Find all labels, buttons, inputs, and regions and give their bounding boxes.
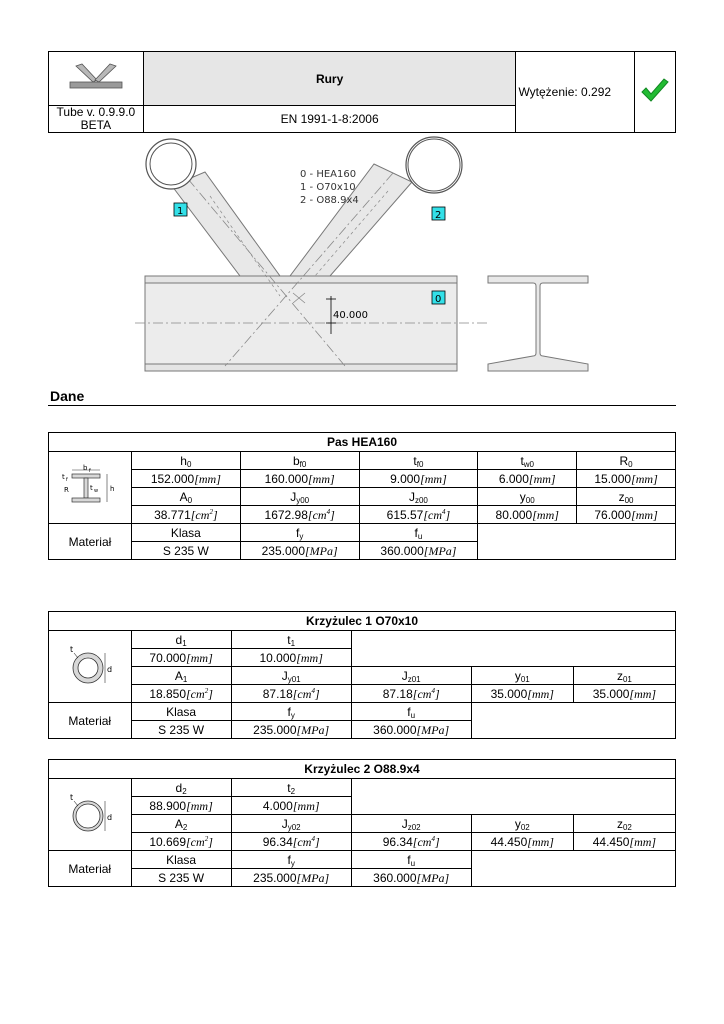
brace2-icon-cell <box>49 779 132 851</box>
brace-2 <box>290 164 412 276</box>
chord-table: Pas HEA160 b f t f R t w h $h_0$ $b_{f0}$ $t_{f0}$ $t_{w0}$ $R_0$ 152.000[mm] 160.000[mm] 9.000[mm] 6.000[mm] 15.000[mm] $A_0$ $J_{y00}$ $J_{z00}$ $y_{00}$ $z_{00}$ $38.771[cm^2]$ $1672.98[cm^4]$ $615.57[cm^4]$ 80.000[mm] 76.000[mm] Materiał Klasa $f_y$ $f_u$ S 235 W 235.000[MPa] 360.000[MPa] <box>48 432 676 560</box>
app-logo-cell <box>49 52 144 106</box>
member-label-0: 0 <box>435 294 442 305</box>
brace2-material-label: Materiał <box>49 851 132 887</box>
standard-label: EN 1991-1-8:2006 <box>143 106 516 133</box>
svg-text:f: f <box>65 477 68 483</box>
chord-row2-values: $38.771[cm^2]$ $1672.98[cm^4]$ $615.57[cm^4]$ 80.000[mm] 76.000[mm] <box>49 506 676 524</box>
svg-text:d: d <box>106 665 112 674</box>
joint-drawing <box>130 136 600 380</box>
chord-web <box>145 283 457 367</box>
brace1-material-label: Materiał <box>49 703 132 739</box>
legend-0: 0 - HEA160 <box>300 169 357 180</box>
brace1-table: Krzyżulec 1 O70x10 t d $d_1$ $t_1$ 70.000[mm] 10.000[mm] $A_1$ $J_{y01}$ $J_{z01}$ $y_{01}$ $z_{01}$ $18.850[cm^2]$ $87.18[cm^4]$ $87.18[cm^4]$ 35.000[mm] 35.000[mm] Materiał Klasa $f_y$ $f_u$ S 235 W 235.000[MPa] 360.000[MPa] <box>48 611 676 739</box>
chord-material-values: S 235 W 235.000[MPa] 360.000[MPa] <box>49 542 676 560</box>
section-divider <box>48 405 676 406</box>
header-table <box>48 51 676 133</box>
svg-text:f: f <box>88 468 91 474</box>
svg-text:t: t <box>89 484 93 492</box>
chord-title: Pas HEA160 <box>49 433 676 452</box>
svg-text:b: b <box>82 464 88 472</box>
svg-text:t: t <box>69 645 73 654</box>
brace1-row1-values: 70.000[mm] 10.000[mm] <box>49 649 676 667</box>
brace2-title: Krzyżulec 2 O88.9x4 <box>49 760 676 779</box>
brace1-icon-cell <box>49 631 132 703</box>
svg-text:d: d <box>106 813 112 822</box>
program-version: Tube v. 0.9.9.0 BETA <box>49 106 144 133</box>
tube-section-icon <box>60 632 120 698</box>
chord-row1-values: 152.000[mm] 160.000[mm] 9.000[mm] 6.000[mm] 15.000[mm] <box>49 470 676 488</box>
tube-joint-icon <box>66 60 126 94</box>
legend-2: 2 - O88.9x4 <box>300 195 359 206</box>
i-section-view <box>488 276 588 371</box>
check-icon <box>640 78 670 104</box>
tube-1-section <box>146 139 196 189</box>
member-label-1: 1 <box>177 206 184 217</box>
chord-bottom-flange <box>145 364 457 371</box>
dimension-label: 40.000 <box>333 310 368 321</box>
tube-2-section <box>406 137 462 193</box>
status-cell <box>635 52 676 133</box>
i-beam-icon <box>55 464 125 508</box>
svg-text:w: w <box>93 488 99 494</box>
svg-text:t: t <box>69 793 73 802</box>
legend-1: 1 - O70x10 <box>300 182 356 193</box>
brace2-row1-values: 88.900[mm] 4.000[mm] <box>49 797 676 815</box>
chord-material-label: Materiał <box>49 524 132 560</box>
section-title: Dane <box>50 388 85 404</box>
report-title: Rury <box>143 52 516 106</box>
utilization-value: Wytężenie: 0.292 <box>516 52 635 133</box>
svg-text:t: t <box>61 473 65 481</box>
member-label-2: 2 <box>435 210 442 221</box>
chord-top-flange <box>145 276 457 283</box>
tube-section-icon <box>60 780 120 846</box>
svg-text:h: h <box>109 485 115 493</box>
brace2-row2-values: $10.669[cm^2]$ $96.34[cm^4]$ $96.34[cm^4]$ 44.450[mm] 44.450[mm] <box>49 833 676 851</box>
brace1-material-values: S 235 W 235.000[MPa] 360.000[MPa] <box>49 721 676 739</box>
svg-text:R: R <box>63 486 69 494</box>
brace2-material-values: S 235 W 235.000[MPa] 360.000[MPa] <box>49 869 676 887</box>
brace1-row2-values: $18.850[cm^2]$ $87.18[cm^4]$ $87.18[cm^4]$ 35.000[mm] 35.000[mm] <box>49 685 676 703</box>
chord-icon-cell <box>49 452 132 524</box>
brace1-title: Krzyżulec 1 O70x10 <box>49 612 676 631</box>
brace2-table: Krzyżulec 2 O88.9x4 t d $d_2$ $t_2$ 88.900[mm] 4.000[mm] $A_2$ $J_{y02}$ $J_{z02}$ $y_{02}$ $z_{02}$ $10.669[cm^2]$ $96.34[cm^4]$ $96.34[cm^4]$ 44.450[mm] 44.450[mm] Materiał Klasa $f_y$ $f_u$ S 235 W 235.000[MPa] 360.000[MPa] <box>48 759 676 887</box>
